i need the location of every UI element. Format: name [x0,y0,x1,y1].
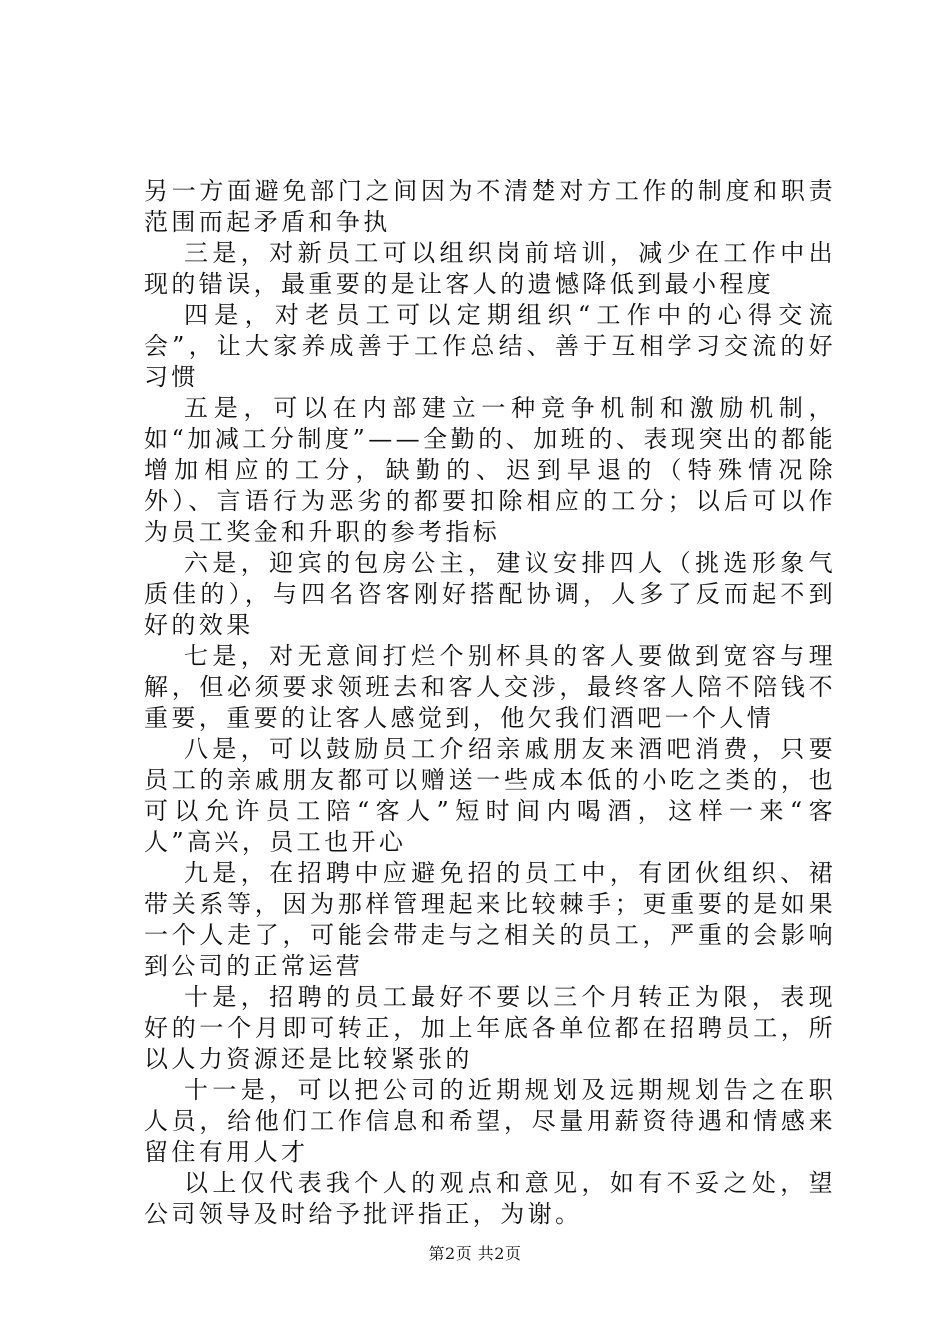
paragraph-closing: 以上仅代表我个人的观点和意见，如有不妥之处，望公司领导及时给予批评指正，为谢。 [144,1169,836,1228]
paragraph-item-11: 十一是，可以把公司的近期规划及远期规划告之在职人员，给他们工作信息和希望，尽量用薪资待遇和情感来留住有用人才 [144,1076,836,1166]
paragraph-item-10: 十是，招聘的员工最好不要以三个月转正为限，表现好的一个月即可转正，加上年底各单位都在招聘员工，所以人力资源还是比较紧张的 [144,983,836,1073]
paragraph-continuation: 另一方面避免部门之间因为不清楚对方工作的制度和职责范围而起矛盾和争执 [144,177,836,236]
paragraph-item-5: 五是，可以在内部建立一种竞争机制和激励机制，如“加减工分制度”——全勤的、加班的、表现突出的都能增加相应的工分，缺勤的、迟到早退的（特殊情况除外）、言语行为恶劣的都要扣除相应的工分；以后可以作为员工奖金和升职的参考指标 [144,394,836,546]
paragraph-item-6: 六是，迎宾的包房公主，建议安排四人（挑选形象气质佳的），与四名咨客刚好搭配协调，人多了反而起不到好的效果 [144,549,836,639]
paragraph-item-4: 四是，对老员工可以定期组织“工作中的心得交流会”，让大家养成善于工作总结、善于互相学习交流的好习惯 [144,301,836,391]
paragraph-item-9: 九是，在招聘中应避免招的员工中，有团伙组织、裙带关系等，因为那样管理起来比较棘手；更重要的是如果一个人走了，可能会带走与之相关的员工，严重的会影响到公司的正常运营 [144,859,836,980]
document-body [144,176,836,1230]
paragraph-item-8: 八是，可以鼓励员工介绍亲戚朋友来酒吧消费，只要员工的亲戚朋友都可以赠送一些成本低的小吃之类的，也可以允许员工陪“客人”短时间内喝酒，这样一来“客人”高兴，员工也开心 [144,735,836,856]
page-number-footer: 第2页 共2页 [428,1244,522,1263]
paragraph-item-3: 三是，对新员工可以组织岗前培训，减少在工作中出现的错误，最重要的是让客人的遗憾降低到最小程度 [144,239,836,298]
paragraph-item-7: 七是，对无意间打烂个别杯具的客人要做到宽容与理解，但必须要求领班去和客人交涉，最终客人陪不陪钱不重要，重要的让客人感觉到，他欠我们酒吧一个人情 [144,642,836,732]
